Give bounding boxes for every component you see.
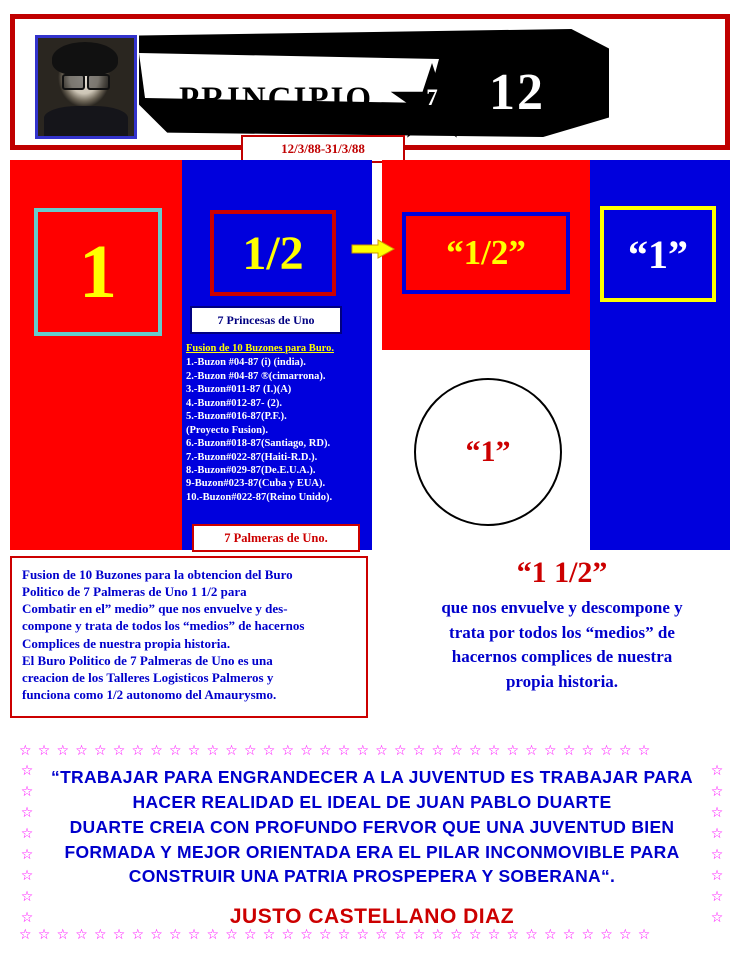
quote-line: FORMADA Y MEJOR ORIENTADA ERA EL PILAR INCONMOVIBLE PARA	[64, 841, 680, 862]
quote-line: DUARTE CREIA CON PROFUNDO FERVOR QUE UNA JUVENTUD BIEN	[69, 816, 675, 837]
right-body-line: propia historia.	[505, 671, 619, 691]
half-value: 1/2	[242, 226, 304, 280]
list-item: 6.-Buzon#018-87(Santiago, RD).	[186, 438, 331, 450]
star-border-left: ☆ ☆ ☆ ☆ ☆ ☆ ☆ ☆	[20, 763, 34, 926]
circle-one-value: “1”	[465, 435, 511, 468]
right-headline: “1 1/2”	[516, 556, 608, 589]
quote-line: CONSTRUIR UNA PATRIA PROSPEPERA Y SOBERANA“.	[128, 866, 616, 887]
header-banner	[10, 14, 730, 156]
portrait-photo	[35, 35, 137, 139]
paragraph-line: Combatir en el” medio” que nos envuelve y des-	[22, 601, 288, 617]
buzones-list	[186, 342, 368, 504]
half-quoted-box	[402, 212, 570, 294]
list-item: (Proyecto Fusion).	[186, 424, 269, 436]
paragraph-box	[10, 556, 368, 718]
star-number: 7	[426, 85, 438, 110]
list-item: 10.-Buzon#022-87(Reino Unido).	[186, 491, 333, 503]
big-one-box	[34, 208, 162, 336]
header-inner	[18, 22, 722, 156]
list-item: 3.-Buzon#011-87 (I.)(A)	[186, 384, 292, 396]
portrait-body	[44, 106, 128, 136]
right-body-line: trata por todos los “medios” de	[449, 622, 675, 642]
right-body-line: hacernos complices de nuestra	[451, 647, 673, 667]
one-quoted-value: “1”	[628, 231, 688, 277]
glasses-icon	[62, 74, 110, 86]
one-quoted-box	[600, 206, 716, 302]
star-border-top: ☆☆☆☆☆☆☆☆☆☆☆☆☆☆☆☆☆☆☆☆☆☆☆☆☆☆☆☆☆☆☆☆☆☆	[19, 743, 657, 759]
quote-line: “TRABAJAR PARA ENGRANDECER A LA JUVENTUD ES TRABAJAR PARA	[51, 767, 693, 787]
list-item: 7.-Buzon#022-87(Haiti-R.D.).	[186, 451, 318, 463]
quote-text	[43, 765, 701, 889]
date-range-box: 12/3/88-31/3/88	[241, 135, 405, 163]
paragraph-line: El Buro Politico de 7 Palmeras de Uno es una	[22, 652, 273, 668]
page-title: PRINCIPIO	[179, 81, 374, 117]
list-item: 9-Buzon#023-87(Cuba y EUA).	[186, 478, 326, 490]
star-border-right: ☆ ☆ ☆ ☆ ☆ ☆ ☆ ☆	[710, 763, 724, 926]
right-body-line: que nos envuelve y descompone y	[441, 598, 683, 617]
half-box	[210, 210, 336, 296]
list-item: 5.-Buzon#016-87(P.F.).	[186, 411, 287, 423]
quote-author: JUSTO CASTELLANO DIAZ	[229, 905, 515, 928]
list-item: 4.-Buzon#012-87- (2).	[186, 397, 282, 409]
circle-shape	[414, 378, 562, 526]
list-item: 8.-Buzon#029-87(De.E.U.A.).	[186, 464, 316, 476]
right-text-block	[392, 556, 732, 695]
paragraph-line: compone y trata de todos los “medios” de hacernos	[22, 618, 305, 634]
quote-footer	[8, 738, 732, 948]
paragraph-line: Fusion de 10 Buzones para la obtencion del Buro	[22, 567, 293, 582]
buzones-list-heading: Fusion de 10 Buzones para Buro.	[186, 343, 334, 354]
big-one-value: 1	[79, 230, 117, 314]
paragraph-line: Complices de nuestra propia historia.	[22, 635, 231, 651]
palmeras-label: 7 Palmeras de Uno.	[192, 524, 360, 552]
list-item: 2.-Buzon #04-87 ®(cimarrona).	[186, 370, 326, 382]
star-border-bottom: ☆☆☆☆☆☆☆☆☆☆☆☆☆☆☆☆☆☆☆☆☆☆☆☆☆☆☆☆☆☆☆☆☆☆	[19, 927, 657, 943]
paragraph-line: Politico de 7 Palmeras de Uno 1 1/2 para	[22, 584, 247, 600]
title-number: 12	[489, 64, 545, 121]
half-quoted-value: “1/2”	[446, 233, 526, 272]
paragraph-line: creacion de los Talleres Logisticos Palmeros y	[22, 669, 274, 685]
quote-line: HACER REALIDAD EL IDEAL DE JUAN PABLO DUARTE	[132, 791, 612, 812]
right-body	[392, 596, 732, 695]
princesas-label: 7 Princesas de Uno	[190, 306, 342, 334]
list-item: 1.-Buzon #04-87 (i) (india).	[186, 357, 306, 369]
paragraph-line: funciona como 1/2 autonomo del Amaurysmo.	[22, 687, 277, 703]
portrait-hair	[52, 42, 118, 76]
arrow-right-icon	[352, 240, 394, 258]
